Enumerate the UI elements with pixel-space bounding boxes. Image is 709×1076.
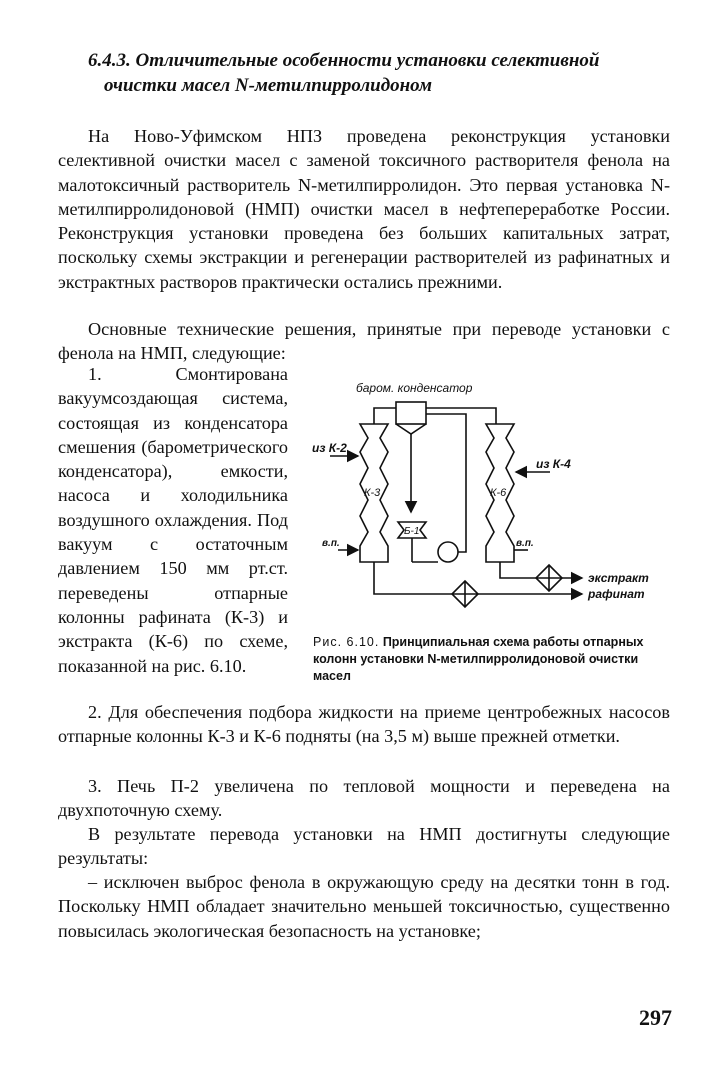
paragraph-result-1: – исключен выброс фенола в окружающую среду на десятки тонн в год. Поскольку НМП обладает значительно меньшей токсичностью, существенно повысилась экологическая безопасность на установке; <box>58 872 670 941</box>
paragraph-solutions: Основные технические решения, принятые при переводе установки с фенола на НМП, следующие: <box>58 319 670 364</box>
heading-line-1: 6.4.3. Отличительные особенности установки селективной <box>88 50 600 71</box>
section-heading <box>88 48 668 98</box>
label-steam-left: в.п. <box>322 538 340 549</box>
label-raffinate: рафинат <box>588 587 645 601</box>
label-b1: Б-1 <box>404 526 420 537</box>
label-k3: К-3 <box>364 487 381 499</box>
label-from-k2: из К-2 <box>312 441 347 455</box>
page-number: 297 <box>639 1005 672 1030</box>
label-steam-right: в.п. <box>516 538 534 549</box>
label-condenser: баром. конденсатор <box>356 381 473 395</box>
paragraph-results: В результате перевода установки на НМП достигнуты следующие результаты: <box>58 824 670 869</box>
barometric-condenser-shape <box>396 402 426 424</box>
label-extract: экстракт <box>588 571 649 585</box>
caption-label: Рис. 6.10. <box>313 635 380 649</box>
list-item-1: 1. Смонтирована вакуумсоздающая система, состоящая из конденсатора смешения (барометрического конденсатора), емкости, насоса и холодильника воздушного охлаждения. Под вакуум с остаточным давлением 150 мм рт.ст. переведены отпарные колонны рафината (К-3) и экстракта (К-6) по схеме, показанной на рис. 6.10. <box>58 364 288 676</box>
label-from-k4: из К-4 <box>536 457 571 471</box>
pump-shape <box>438 542 458 562</box>
list-item-2: 2. Для обеспечения подбора жидкости на приеме центробежных насосов отпарные колонны К-3 и К-6 подняты (на 3,5 м) выше прежней отметки. <box>58 702 670 747</box>
caption-text: Принципиальная схема работы отпарных колонн установки N-метилпирролидоновой очистки масел <box>313 635 644 683</box>
heading-line-2: очистки масел N-метилпирролидоном <box>104 75 432 96</box>
label-k6: К-6 <box>490 487 507 499</box>
list-item-3: 3. Печь П-2 увеличена по тепловой мощности и переведена на двухпоточную схему. <box>58 776 670 821</box>
process-diagram <box>300 372 680 622</box>
paragraph-intro: На Ново-Уфимском НПЗ проведена реконструкция установки селективной очистки масел с заменой токсичного растворителя фенола на малотоксичный растворитель N-метилпирролидон. Это первая установка N-метилпирролидоновой (НМП) очистки масел в нефтепереработке России. Реконструкция установки проведена без больших капитальных затрат, поскольку схемы экстракции и регенерации растворителей из рафинатных и экстрактных растворов практически остались прежними. <box>58 126 670 292</box>
figure-caption <box>313 634 669 685</box>
